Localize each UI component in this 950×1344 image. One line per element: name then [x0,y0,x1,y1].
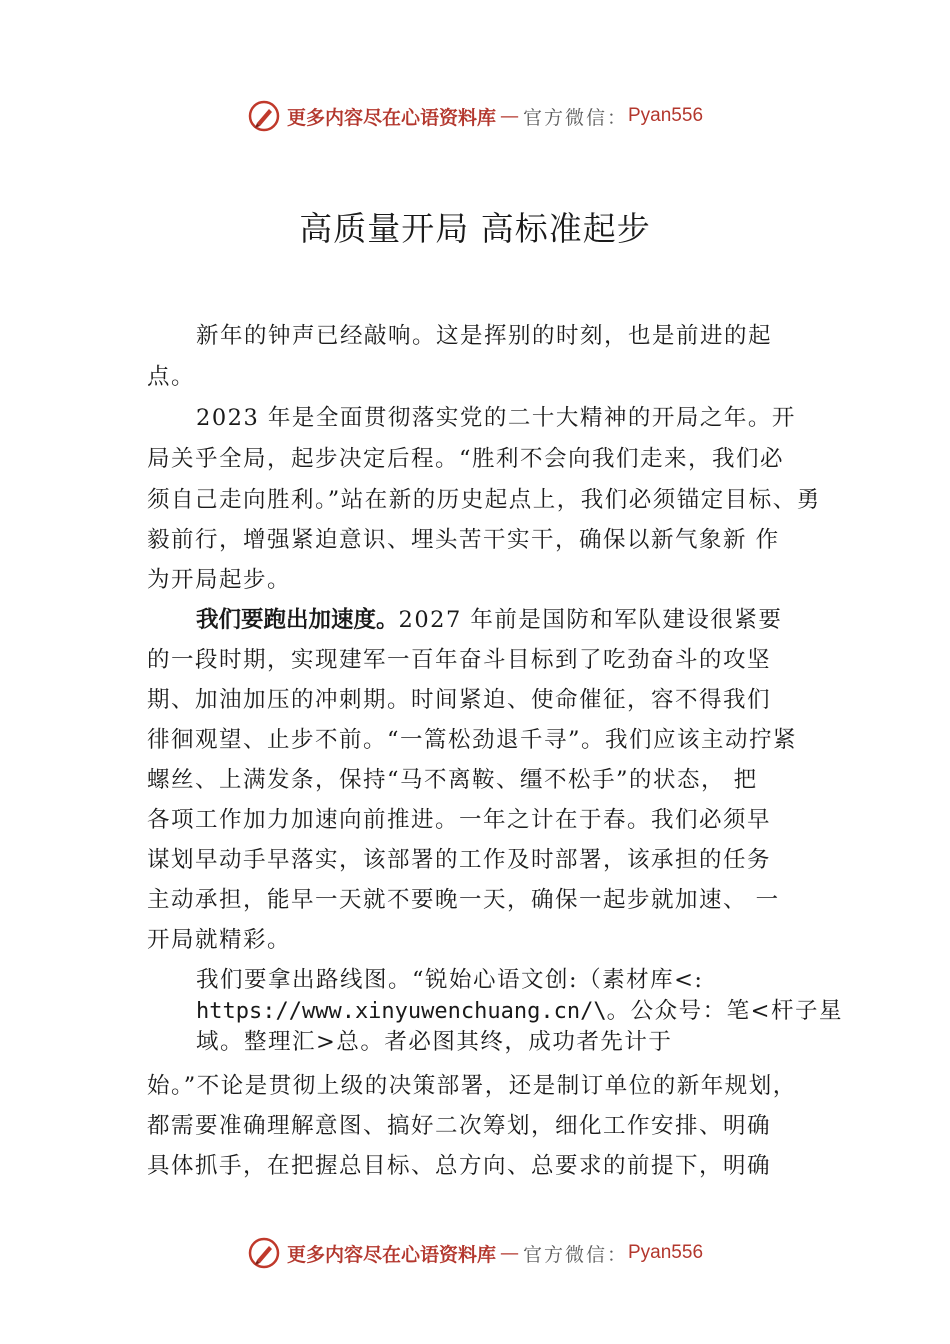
text-line: 开局就精彩。 [147,927,292,953]
text-line: 都需要准确理解意图、搞好二次筹划，细化工作安排、明确 [147,1113,772,1139]
text-line: 毅前行，增强紧迫意识、埋头苦干实干，确保以新气象新 作 [147,527,780,553]
header-banner [0,96,950,136]
text-line: 各项工作加力加速向前推进。一年之计在于春。我们必须早 [147,807,772,833]
pen-logo-icon [247,99,281,133]
url-link[interactable]: https://www.xinyuwenchuang.cn/\ [196,999,607,1024]
text-line: 点。 [147,364,196,390]
section-heading: 我们要跑出加速度。 [196,607,399,633]
banner-separator: — [499,105,519,127]
text-line: 具体抓手，在把握总目标、总方向、总要求的前提下，明确 [147,1153,772,1179]
text-line [196,993,843,1025]
banner-separator: — [499,1242,519,1264]
text-line: 局关乎全局，起步决定后程。“胜利不会向我们走来，我们必 [147,446,785,472]
banner-wechat-label: 官方微信： [522,1243,628,1266]
text-line: 主动承担，能早一天就不要晚一天，确保一起步就加速、 一 [147,887,780,913]
text-line: 2023 年是全面贯彻落实党的二十大精神的开局之年。开 [196,405,796,431]
banner-wechat-id: Pyan556 [628,105,704,126]
banner-text: 更多内容尽在心语资料库 [286,106,496,129]
text-fragment: 。公众号：笔<杆子星 [606,998,843,1024]
text-line: 期、加油加压的冲刺期。时间紧迫、使命催征，容不得我们 [147,687,772,713]
text-line: 我们要拿出路线图。“锐始心语文创:（素材库<: [196,967,704,993]
text-line: 始。”不论是贯彻上级的决策部署，还是制订单位的新年规划， [147,1073,797,1099]
banner-wechat-label: 官方微信： [522,106,628,129]
text-line: 的一段时期，实现建军一百年奋斗目标到了吃劲奋斗的攻坚 [147,647,772,673]
banner-text: 更多内容尽在心语资料库 [286,1243,496,1266]
text-line: 谋划早动手早落实，该部署的工作及时部署，该承担的任务 [147,847,772,873]
text-line: 为开局起步。 [147,567,292,593]
text-line: 新年的钟声已经敲响。这是挥别的时刻，也是前进的起 [196,323,773,349]
article-title: 高质量开局 高标准起步 [299,209,651,248]
text-line: 螺丝、上满发条，保持“马不离鞍、缰不松手”的状态， 把 [147,767,758,793]
text-fragment: 2027 年前是国防和军队建设很紧要 [398,607,783,633]
footer-banner [0,1233,950,1273]
pen-logo-icon [247,1236,281,1270]
banner-wechat-id: Pyan556 [628,1242,704,1263]
text-line: 徘徊观望、止步不前。“一篙松劲退千寻”。我们应该主动拧紧 [147,727,798,753]
text-line: 域。整理汇>总。者必图其终，成功者先计于 [196,1029,673,1055]
text-line [196,602,782,634]
text-line: 须自己走向胜利。”站在新的历史起点上，我们必须锚定目标、勇 [147,487,821,513]
